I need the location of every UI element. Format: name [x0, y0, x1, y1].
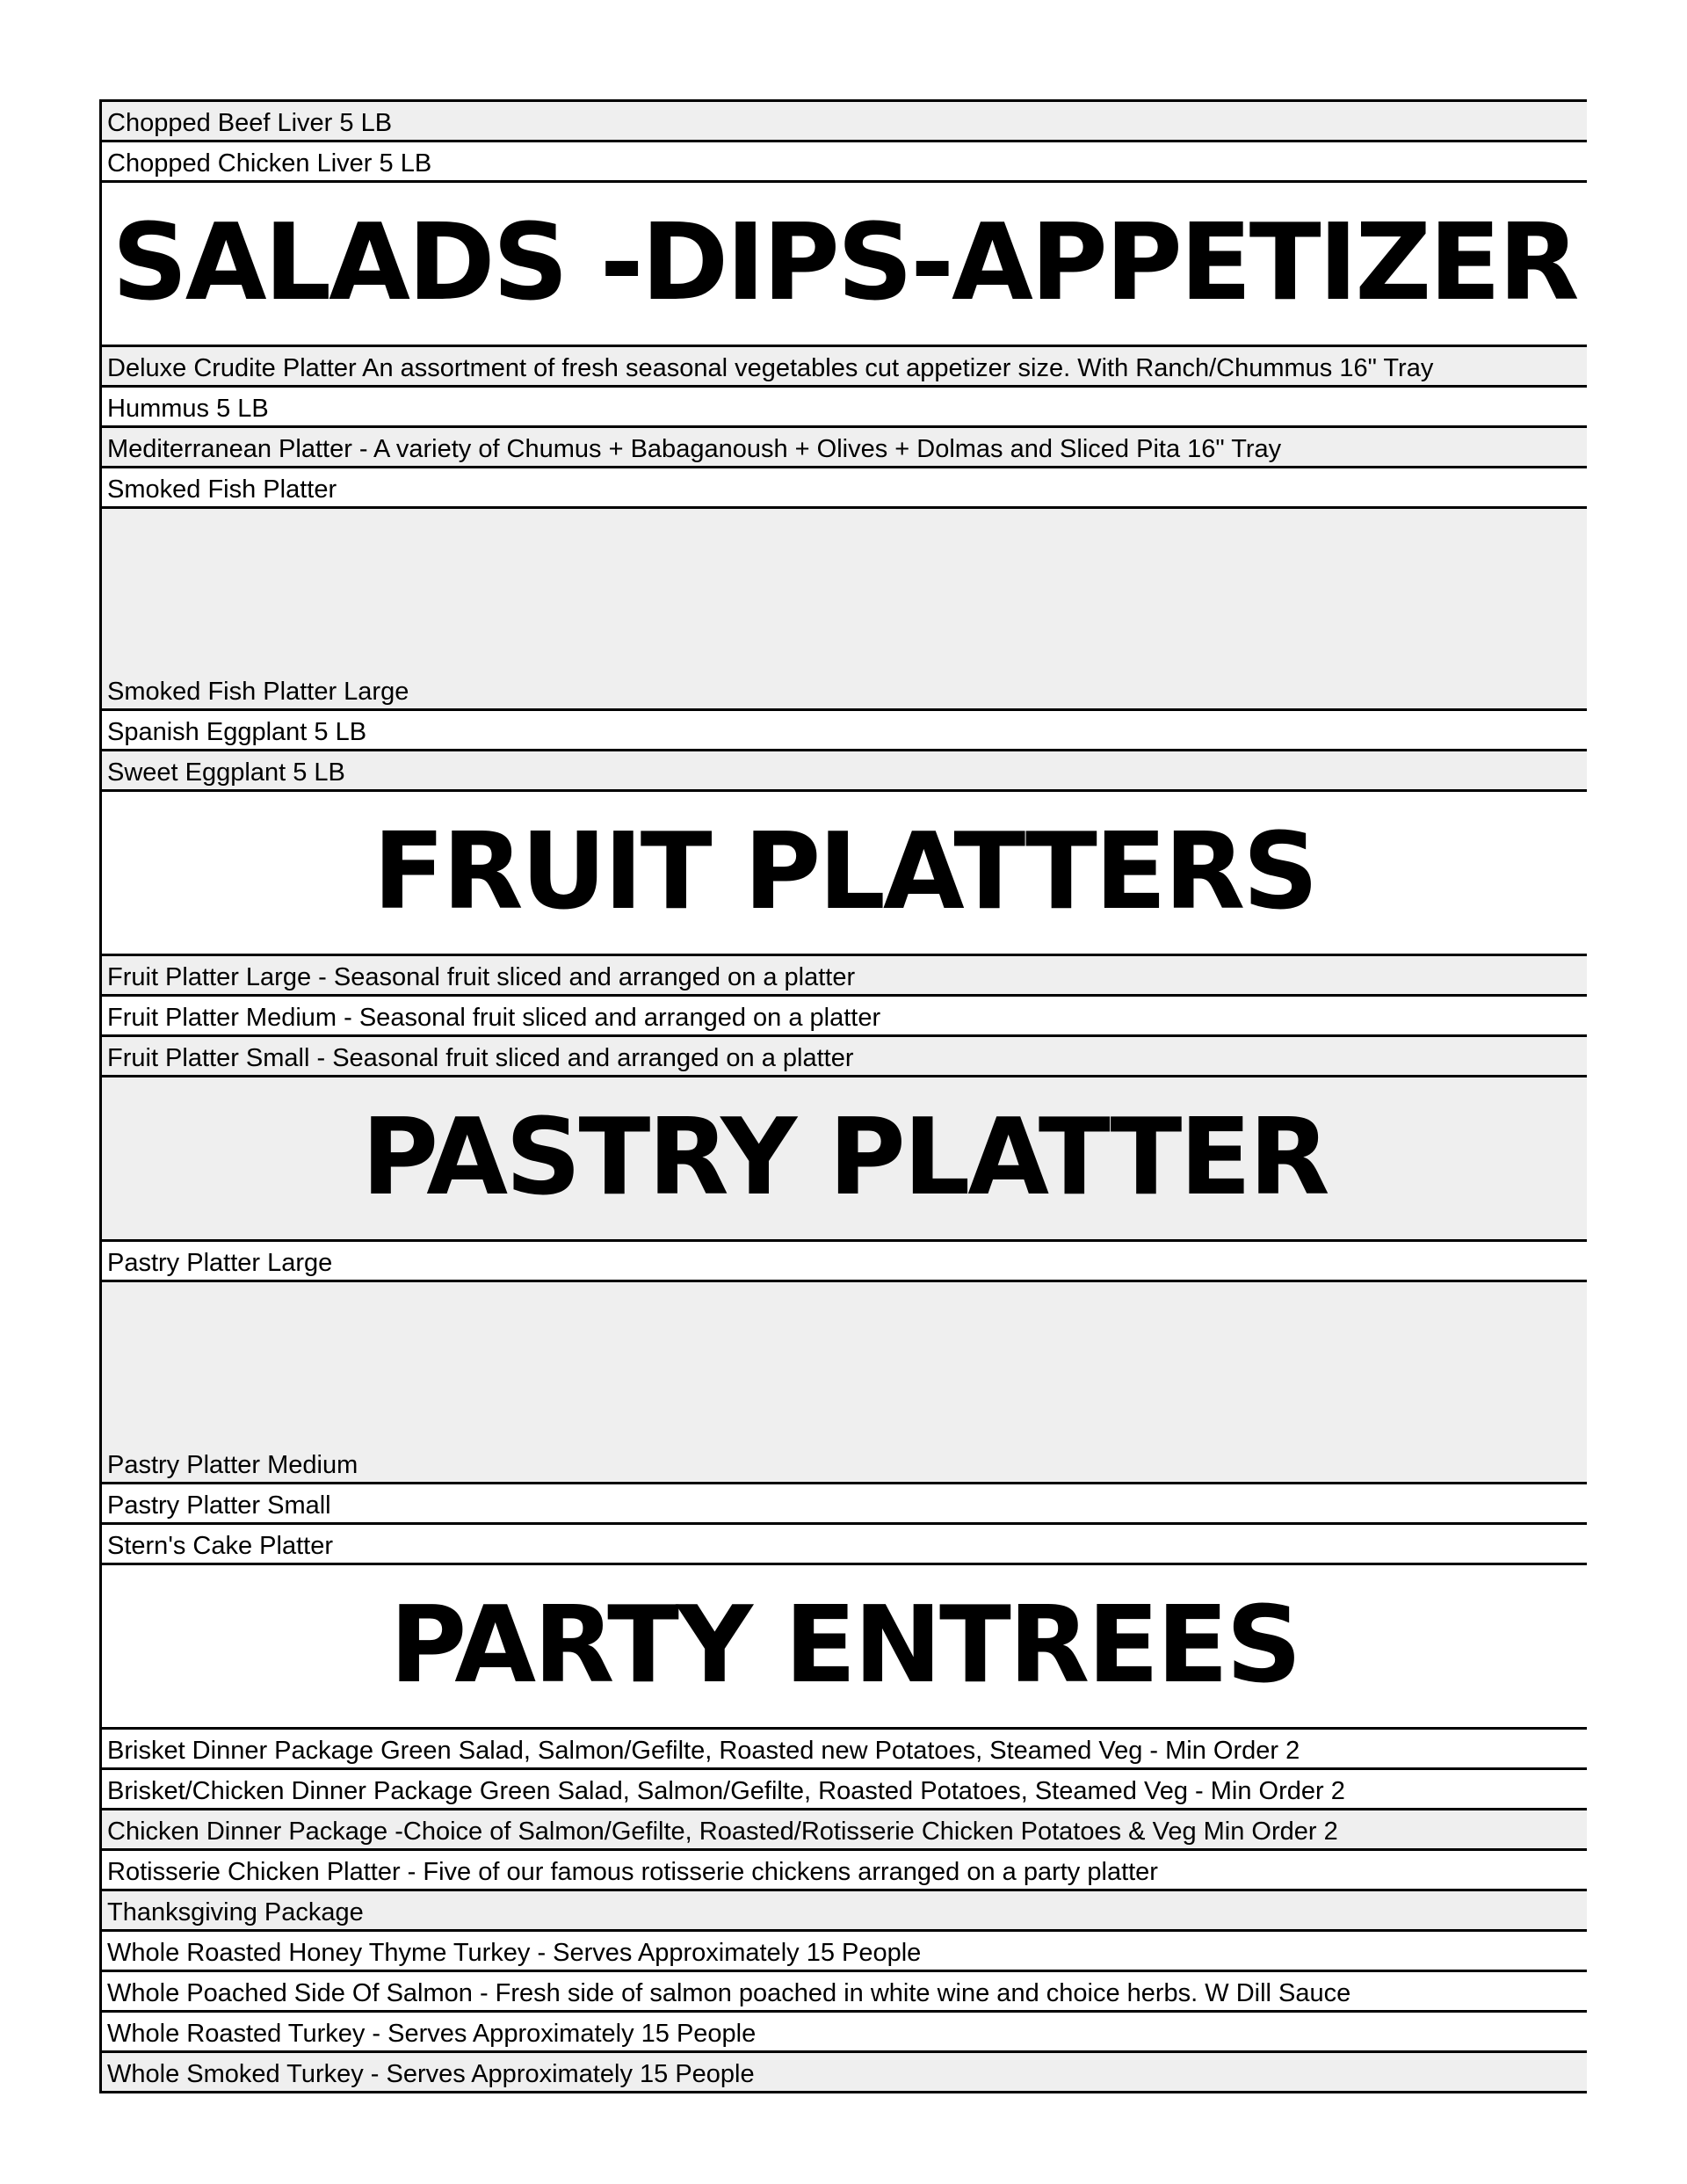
item-row: Spanish Eggplant 5 LB: [102, 711, 1587, 751]
item-row: Whole Roasted Honey Thyme Turkey - Serves Approximately 15 People: [102, 1932, 1587, 1972]
item-row: Pastry Platter Large: [102, 1242, 1587, 1282]
item-row: Fruit Platter Small - Seasonal fruit sliced and arranged on a platter: [102, 1037, 1587, 1077]
item-row: Pastry Platter Medium: [102, 1282, 1587, 1484]
item-row: Smoked Fish Platter Large: [102, 509, 1587, 711]
item-row: Rotisserie Chicken Platter - Five of our famous rotisserie chickens arranged on a party platter: [102, 1851, 1587, 1891]
item-row: Sweet Eggplant 5 LB: [102, 751, 1587, 792]
item-row: Fruit Platter Large - Seasonal fruit sliced and arranged on a platter: [102, 956, 1587, 997]
item-row: Smoked Fish Platter: [102, 468, 1587, 509]
item-row: Chopped Chicken Liver 5 LB: [102, 142, 1587, 183]
section-header-salads: SALADS -DIPS-APPETIZER: [102, 183, 1587, 347]
item-row: Pastry Platter Small: [102, 1484, 1587, 1525]
item-row: Chicken Dinner Package -Choice of Salmon/Gefilte, Roasted/Rotisserie Chicken Potatoes & Veg Min Order 2: [102, 1810, 1587, 1851]
item-row: Stern's Cake Platter: [102, 1525, 1587, 1565]
section-header-fruit: FRUIT PLATTERS: [102, 792, 1587, 956]
item-row: Fruit Platter Medium - Seasonal fruit sliced and arranged on a platter: [102, 997, 1587, 1037]
section-header-pastry: PASTRY PLATTER: [102, 1077, 1587, 1242]
item-row: Whole Smoked Turkey - Serves Approximately 15 People: [102, 2053, 1587, 2093]
item-row: Whole Poached Side Of Salmon - Fresh side of salmon poached in white wine and choice herbs. W Dill Sauce: [102, 1972, 1587, 2013]
item-row: Chopped Beef Liver 5 LB: [102, 102, 1587, 142]
item-row: Brisket/Chicken Dinner Package Green Salad, Salmon/Gefilte, Roasted Potatoes, Steamed Veg - Min Order 2: [102, 1770, 1587, 1810]
item-row: Whole Roasted Turkey - Serves Approximately 15 People: [102, 2013, 1587, 2053]
section-header-entrees: PARTY ENTREES: [102, 1565, 1587, 1730]
item-row: Brisket Dinner Package Green Salad, Salmon/Gefilte, Roasted new Potatoes, Steamed Veg - Min Order 2: [102, 1730, 1587, 1770]
menu-sheet: [99, 99, 1587, 2093]
item-row: Thanksgiving Package: [102, 1891, 1587, 1932]
item-row: Mediterranean Platter - A variety of Chumus + Babaganoush + Olives + Dolmas and Sliced Pita 16" Tray: [102, 428, 1587, 468]
item-row: Hummus 5 LB: [102, 388, 1587, 428]
item-row: Deluxe Crudite Platter An assortment of fresh seasonal vegetables cut appetizer size. With Ranch/Chummus 16" Tray: [102, 347, 1587, 388]
